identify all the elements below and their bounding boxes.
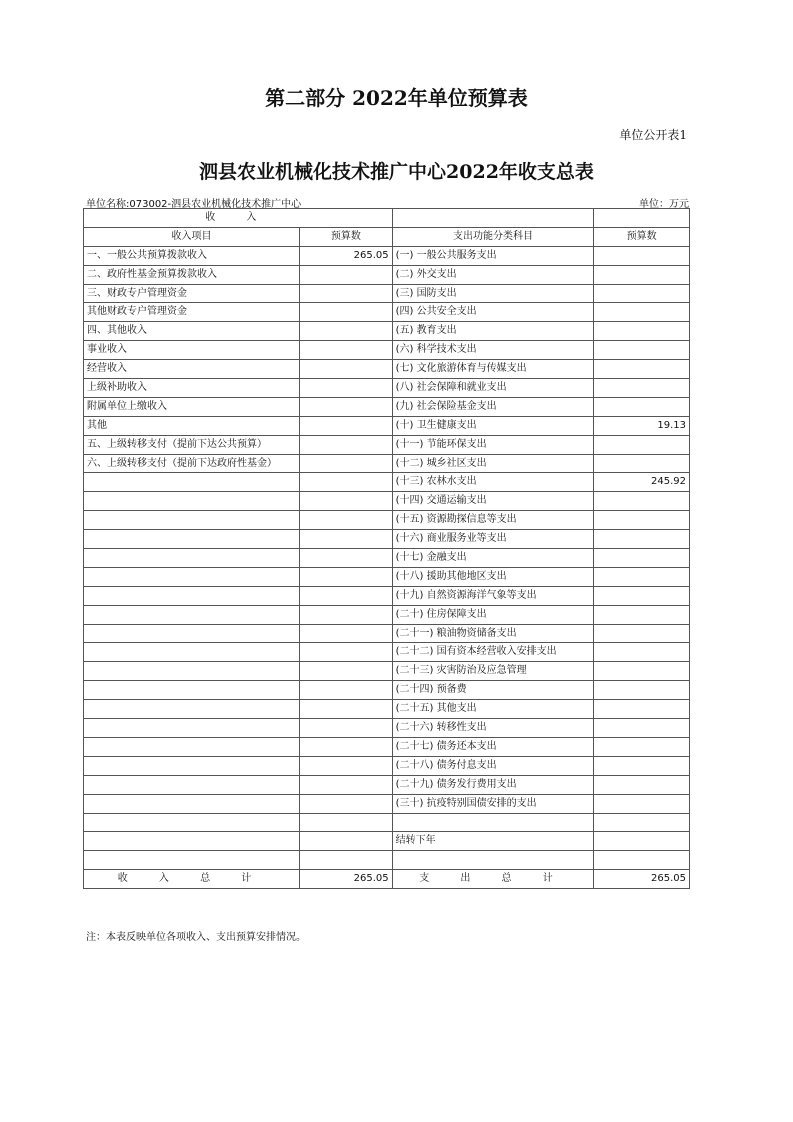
expense-item-label: (一) 一般公共服务支出 xyxy=(392,246,594,265)
expense-item-label: (四) 公共安全支出 xyxy=(392,303,594,322)
empty-cell xyxy=(84,492,300,511)
empty-cell xyxy=(300,662,393,681)
income-item-value xyxy=(300,322,393,341)
empty-cell xyxy=(84,643,300,662)
expense-item-value: 19.13 xyxy=(594,416,690,435)
table-row xyxy=(84,719,690,738)
table-row xyxy=(84,851,690,870)
empty-cell xyxy=(300,530,393,549)
expense-item-value xyxy=(594,284,690,303)
empty-cell xyxy=(84,662,300,681)
expense-item-value xyxy=(594,511,690,530)
table-row xyxy=(84,379,690,398)
expense-item-value xyxy=(594,662,690,681)
expense-item-label: (十四) 交通运输支出 xyxy=(392,492,594,511)
budget-summary-table xyxy=(83,208,690,889)
income-item-label: 其他 xyxy=(84,416,300,435)
empty-cell xyxy=(84,586,300,605)
expense-item-value xyxy=(594,360,690,379)
expense-item-label: (十一) 节能环保支出 xyxy=(392,435,594,454)
empty-cell xyxy=(300,737,393,756)
expense-item-value xyxy=(594,454,690,473)
total-row xyxy=(84,870,690,889)
empty-cell xyxy=(84,851,300,870)
expense-item-label: (二十五) 其他支出 xyxy=(392,700,594,719)
income-item-label: 二、政府性基金预算拨款收入 xyxy=(84,265,300,284)
empty-cell xyxy=(300,549,393,568)
expense-item-label: (九) 社会保险基金支出 xyxy=(392,397,594,416)
empty-cell xyxy=(300,794,393,813)
expense-item-value xyxy=(594,435,690,454)
table-title: 泗县农业机械化技术推广中心2022年收支总表 xyxy=(199,161,594,183)
part-title: 第二部分 2022年单位预算表 xyxy=(265,86,528,110)
empty-cell xyxy=(392,851,594,870)
empty-cell xyxy=(84,719,300,738)
empty-cell xyxy=(300,511,393,530)
empty-cell xyxy=(84,832,300,851)
expense-item-header: 支出功能分类科目 xyxy=(392,227,594,246)
table-row xyxy=(84,454,690,473)
expense-item-value xyxy=(594,719,690,738)
income-item-value xyxy=(300,303,393,322)
table-row xyxy=(84,756,690,775)
expense-item-value xyxy=(594,605,690,624)
empty-cell xyxy=(594,813,690,832)
table-row xyxy=(84,662,690,681)
table-row xyxy=(84,643,690,662)
table-note: 注：本表反映单位各项收入、支出预算安排情况。 xyxy=(86,932,306,943)
table-row xyxy=(84,700,690,719)
expense-item-value xyxy=(594,341,690,360)
empty-cell xyxy=(300,700,393,719)
empty-cell xyxy=(594,209,690,228)
empty-cell xyxy=(84,737,300,756)
expense-item-label: (三十) 抗疫特别国债安排的支出 xyxy=(392,794,594,813)
expense-item-value xyxy=(594,379,690,398)
table-row xyxy=(84,492,690,511)
table-row xyxy=(84,832,690,851)
empty-cell xyxy=(392,813,594,832)
empty-cell xyxy=(300,567,393,586)
expense-item-value xyxy=(594,624,690,643)
table-row xyxy=(84,303,690,322)
expense-item-value xyxy=(594,303,690,322)
expense-item-label: (二十八) 债务付息支出 xyxy=(392,756,594,775)
empty-cell xyxy=(594,832,690,851)
expense-total-value: 265.05 xyxy=(594,870,690,889)
income-total-value: 265.05 xyxy=(300,870,393,889)
empty-cell xyxy=(392,209,594,228)
expense-item-label: (二十三) 灾害防治及应急管理 xyxy=(392,662,594,681)
table-row xyxy=(84,246,690,265)
expense-item-label: (六) 科学技术支出 xyxy=(392,341,594,360)
table-row xyxy=(84,549,690,568)
income-amount-header: 预算数 xyxy=(300,227,393,246)
income-item-label: 事业收入 xyxy=(84,341,300,360)
empty-cell xyxy=(300,851,393,870)
table-row xyxy=(84,794,690,813)
income-item-label: 四、其他收入 xyxy=(84,322,300,341)
income-item-value xyxy=(300,397,393,416)
expense-item-label: (八) 社会保障和就业支出 xyxy=(392,379,594,398)
empty-cell xyxy=(84,624,300,643)
table-row xyxy=(84,265,690,284)
expense-item-label: (七) 文化旅游体育与传媒支出 xyxy=(392,360,594,379)
income-item-value xyxy=(300,416,393,435)
empty-cell xyxy=(300,624,393,643)
empty-cell xyxy=(300,775,393,794)
table-row xyxy=(84,567,690,586)
empty-cell xyxy=(594,851,690,870)
expense-item-value xyxy=(594,700,690,719)
expense-item-value xyxy=(594,737,690,756)
expense-item-label: (十) 卫生健康支出 xyxy=(392,416,594,435)
income-item-label: 一、一般公共预算拨款收入 xyxy=(84,246,300,265)
income-item-label: 三、财政专户管理资金 xyxy=(84,284,300,303)
income-item-label: 其他财政专户管理资金 xyxy=(84,303,300,322)
empty-cell xyxy=(84,473,300,492)
table-row xyxy=(84,473,690,492)
table-row xyxy=(84,813,690,832)
expense-item-value xyxy=(594,794,690,813)
expense-item-value xyxy=(594,775,690,794)
empty-cell xyxy=(300,643,393,662)
expense-item-label: (十二) 城乡社区支出 xyxy=(392,454,594,473)
expense-item-label: (二十二) 国有资本经营收入安排支出 xyxy=(392,643,594,662)
table-row xyxy=(84,416,690,435)
expense-item-label: (十九) 自然资源海洋气象等支出 xyxy=(392,586,594,605)
empty-cell xyxy=(84,549,300,568)
expense-item-value xyxy=(594,246,690,265)
unit-name: 单位名称:073002-泗县农业机械化技术推广中心 xyxy=(86,199,302,210)
expense-item-label: (十七) 金融支出 xyxy=(392,549,594,568)
table-row xyxy=(84,360,690,379)
expense-item-value xyxy=(594,322,690,341)
income-item-value: 265.05 xyxy=(300,246,393,265)
empty-cell xyxy=(300,492,393,511)
empty-cell xyxy=(84,756,300,775)
income-item-value xyxy=(300,360,393,379)
expense-item-label: (二十七) 债务还本支出 xyxy=(392,737,594,756)
expense-item-label: (二) 外交支出 xyxy=(392,265,594,284)
expense-item-label: (十八) 援助其他地区支出 xyxy=(392,567,594,586)
income-group-header: 收 入 xyxy=(84,209,393,228)
table-row xyxy=(84,681,690,700)
table-row xyxy=(84,775,690,794)
expense-item-value xyxy=(594,643,690,662)
table-row xyxy=(84,530,690,549)
empty-cell xyxy=(84,775,300,794)
income-item-value xyxy=(300,454,393,473)
table-row xyxy=(84,397,690,416)
column-header-row xyxy=(84,227,690,246)
currency-unit: 单位：万元 xyxy=(639,199,689,210)
expense-item-value xyxy=(594,492,690,511)
empty-cell xyxy=(84,511,300,530)
expense-item-label: (二十六) 转移性支出 xyxy=(392,719,594,738)
expense-total-label: 支 出 总 计 xyxy=(392,870,594,889)
empty-cell xyxy=(300,813,393,832)
expense-item-value xyxy=(594,567,690,586)
income-item-label: 五、上级转移支付（提前下达公共预算） xyxy=(84,435,300,454)
table-body xyxy=(84,246,690,869)
income-item-label: 经营收入 xyxy=(84,360,300,379)
empty-cell xyxy=(84,813,300,832)
income-item-label: 附属单位上缴收入 xyxy=(84,397,300,416)
empty-cell xyxy=(300,473,393,492)
expense-item-label: (十三) 农林水支出 xyxy=(392,473,594,492)
expense-item-label: (二十) 住房保障支出 xyxy=(392,605,594,624)
table-row xyxy=(84,322,690,341)
table-row xyxy=(84,624,690,643)
table-row xyxy=(84,737,690,756)
expense-item-value xyxy=(594,265,690,284)
expense-item-value: 245.92 xyxy=(594,473,690,492)
income-item-value xyxy=(300,435,393,454)
expense-item-value xyxy=(594,586,690,605)
expense-item-value xyxy=(594,681,690,700)
expense-item-label: (三) 国防支出 xyxy=(392,284,594,303)
form-number: 单位公开表1 xyxy=(619,128,687,142)
expense-item-value xyxy=(594,756,690,775)
expense-item-value xyxy=(594,397,690,416)
expense-item-label: (十五) 资源勘探信息等支出 xyxy=(392,511,594,530)
income-item-value xyxy=(300,341,393,360)
income-item-value xyxy=(300,284,393,303)
empty-cell xyxy=(84,605,300,624)
expense-item-label: (二十一) 粮油物资储备支出 xyxy=(392,624,594,643)
table-row xyxy=(84,284,690,303)
empty-cell xyxy=(84,567,300,586)
empty-cell xyxy=(300,832,393,851)
income-item-label: 上级补助收入 xyxy=(84,379,300,398)
carry-forward-label: 结转下年 xyxy=(392,832,594,851)
expense-item-label: (五) 教育支出 xyxy=(392,322,594,341)
income-item-label: 六、上级转移支付（提前下达政府性基金） xyxy=(84,454,300,473)
table-row xyxy=(84,341,690,360)
table-row xyxy=(84,511,690,530)
income-item-value xyxy=(300,265,393,284)
empty-cell xyxy=(84,794,300,813)
table-row xyxy=(84,605,690,624)
table-row xyxy=(84,586,690,605)
empty-cell xyxy=(300,586,393,605)
group-header-row xyxy=(84,209,690,228)
empty-cell xyxy=(300,756,393,775)
expense-item-label: (二十四) 预备费 xyxy=(392,681,594,700)
expense-item-value xyxy=(594,549,690,568)
empty-cell xyxy=(84,681,300,700)
income-total-label: 收 入 总 计 xyxy=(84,870,300,889)
table-row xyxy=(84,435,690,454)
expense-item-label: (二十九) 债务发行费用支出 xyxy=(392,775,594,794)
empty-cell xyxy=(300,605,393,624)
expense-item-label: (十六) 商业服务业等支出 xyxy=(392,530,594,549)
income-item-value xyxy=(300,379,393,398)
expense-item-value xyxy=(594,530,690,549)
expense-amount-header: 预算数 xyxy=(594,227,690,246)
empty-cell xyxy=(84,530,300,549)
empty-cell xyxy=(84,700,300,719)
empty-cell xyxy=(300,681,393,700)
income-item-header: 收入项目 xyxy=(84,227,300,246)
empty-cell xyxy=(300,719,393,738)
